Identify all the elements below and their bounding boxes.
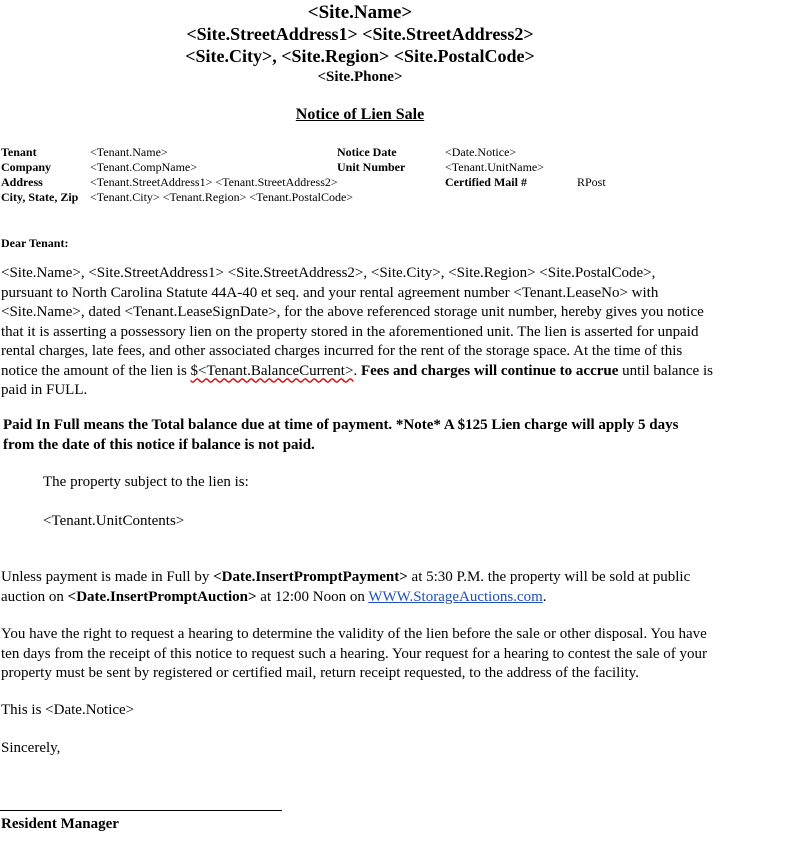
payment-date: <Date.InsertPromptPayment> (213, 569, 408, 585)
notice-date-label: Notice Date (337, 145, 397, 159)
lien-line: <Site.Name>, <Site.StreetAddress1> <Site.StreetAddress2>, <Site.City>, <Site.Region> <Site.PostalCode>, (1, 265, 656, 281)
certified-mail-value: RPost (577, 175, 606, 189)
storage-auctions-link[interactable]: WWW.StorageAuctions.com (368, 588, 543, 605)
sale-line-1 (1, 568, 721, 588)
lien-line: pursuant to North Carolina Statute 44A-40 et seq. and your rental agreement number <Tenant.LeaseNo> with (1, 284, 659, 301)
this-is-date: This is <Date.Notice> (1, 702, 135, 718)
certified-mail-label: Certified Mail # (445, 175, 527, 189)
city-state-zip-value: <Tenant.City> <Tenant.Region> <Tenant.PostalCode> (90, 190, 354, 204)
site-phone: <Site.Phone> (317, 69, 403, 85)
rights-line: You have the right to request a hearing to determine the validity of the lien before the sale or other disposal. You have (1, 626, 707, 642)
signature-title: Resident Manager (1, 816, 119, 832)
lien-amount: $<Tenant.BalanceCurrent> (190, 362, 354, 379)
address-value: <Tenant.StreetAddress1> <Tenant.StreetAddress2> (90, 175, 338, 189)
notice-title-wrap (0, 106, 720, 124)
sale-pre: Unless payment is made in Full by (1, 569, 214, 585)
lien-line: rental charges, late fees, and other associated charges incurred for the rent of the storage space. At the time of this (1, 343, 683, 359)
notice-title: Notice of Lien Sale (295, 106, 425, 123)
notice-date-value: <Date.Notice> (445, 145, 517, 159)
property-intro: The property subject to the lien is: (43, 474, 249, 490)
paid-line: Paid In Full means the Total balance due at time of payment. *Note* A $125 Lien charge will apply 5 days (3, 417, 679, 433)
city-state-zip-label: City, State, Zip (1, 190, 79, 204)
rights-paragraph (1, 625, 721, 684)
lien-amount-pre: notice the amount of the lien is (1, 362, 191, 379)
auction-date: <Date.InsertPromptAuction> (67, 588, 257, 605)
unit-number-value: <Tenant.UnitName> (445, 160, 544, 174)
sale-line2-end: . (542, 588, 547, 605)
paid-in-full-notice (3, 416, 723, 455)
sale-line2-pre: auction on (1, 588, 68, 605)
greeting: Dear Tenant: (1, 236, 69, 250)
tenant-label: Tenant (1, 145, 37, 159)
sale-line2-mid: at 12:00 Noon on (256, 588, 369, 605)
lien-line: that it is asserting a possessory lien on the property stored in the aforementioned unit. The lien is asserted for unpaid (1, 323, 699, 340)
address-label: Address (1, 175, 43, 189)
sale-mid: at 5:30 P.M. the property will be sold at public (407, 569, 691, 585)
paid-line: from the date of this notice if balance is not paid. (3, 436, 315, 453)
site-city-line: <Site.City>, <Site.Region> <Site.PostalCode> (185, 46, 535, 66)
lien-amount-dot: . (353, 362, 361, 379)
fees-accrue-text: Fees and charges will continue to accrue (360, 362, 619, 379)
unit-contents: <Tenant.UnitContents> (43, 513, 185, 529)
closing: Sincerely, (1, 740, 61, 756)
tenant-value: <Tenant.Name> (90, 145, 168, 159)
lien-amount-post: until balance is (618, 362, 713, 379)
rights-line: ten days from the receipt of this notice to request such a hearing. Your request for a hearing to contest the sale of your (1, 645, 708, 662)
lien-amount-line (1, 362, 721, 382)
company-label: Company (1, 160, 52, 174)
lien-line: paid in FULL. (1, 382, 88, 398)
company-value: <Tenant.CompName> (90, 160, 198, 174)
unit-number-label: Unit Number (337, 160, 406, 174)
sale-paragraph (1, 568, 721, 607)
sale-line-2 (1, 588, 721, 608)
signature-line (0, 810, 282, 811)
lien-paragraph (1, 264, 721, 401)
site-name: <Site.Name> (307, 2, 413, 23)
rights-line: property must be sent by registered or certified mail, return receipt requested, to the address of the facility. (1, 665, 639, 681)
site-address: <Site.StreetAddress1> <Site.StreetAddress2> (186, 24, 534, 44)
lien-line: <Site.Name>, dated <Tenant.LeaseSignDate>, for the above referenced storage unit number, hereby gives you notice (1, 304, 704, 320)
